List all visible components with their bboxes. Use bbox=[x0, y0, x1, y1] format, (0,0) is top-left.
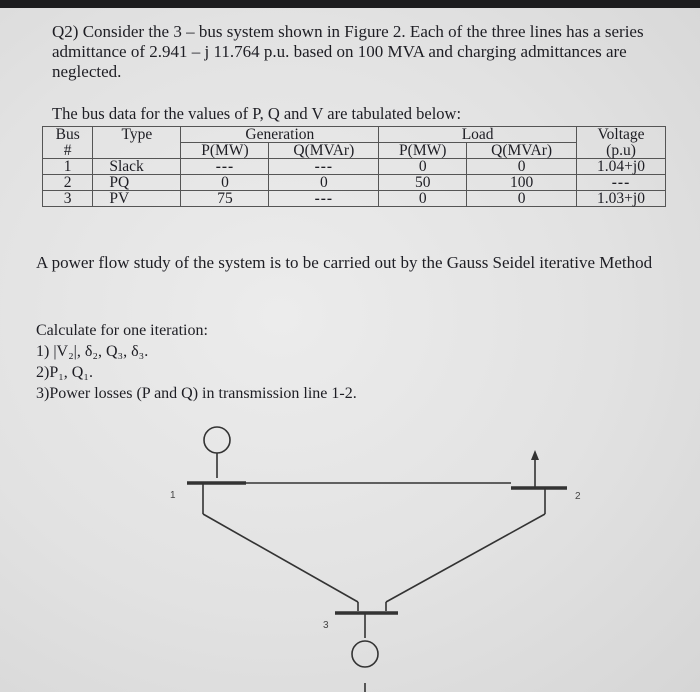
document-page bbox=[0, 8, 700, 692]
calc-item-3: 3)Power losses (P and Q) in transmission line 1-2. bbox=[36, 385, 357, 402]
calc-item-2: 2)P₁, Q₁. bbox=[36, 364, 93, 381]
cell-gen-q: --- bbox=[269, 191, 379, 207]
bus2-label: 2 bbox=[575, 491, 581, 502]
cell-load-p: 0 bbox=[379, 191, 467, 207]
cell-load-q: 0 bbox=[467, 159, 577, 175]
cell-load-p: 0 bbox=[379, 159, 467, 175]
cell-bus: 2 bbox=[43, 175, 93, 191]
gauss-seidel-text: A power flow study of the system is to be carried out by the Gauss Seidel iterative Method bbox=[36, 253, 653, 272]
cell-gen-p: --- bbox=[181, 159, 269, 175]
cell-type: Slack bbox=[93, 159, 181, 175]
question-text: Q2) Consider the 3 – bus system shown in Figure 2. Each of the three lines has a series admittance of 2.941 – j 11.764 p.u. based on 100 MVA and charging admittances are neglected. bbox=[52, 22, 644, 81]
cell-voltage: 1.03+j0 bbox=[577, 191, 666, 207]
generator-bus3-icon bbox=[352, 641, 378, 667]
bus3-label: 3 bbox=[323, 620, 329, 631]
table-intro: The bus data for the values of P, Q and V are tabulated below: bbox=[52, 104, 462, 123]
cell-load-p: 50 bbox=[379, 175, 467, 191]
calc-item-1: 1) |V₂|, δ₂, Q₃, δ₃. bbox=[36, 343, 149, 360]
calc-title: Calculate for one iteration: bbox=[36, 322, 208, 339]
cell-type: PV bbox=[93, 191, 181, 207]
arrow-up-icon bbox=[531, 450, 539, 460]
cell-bus: 3 bbox=[43, 191, 93, 207]
cell-gen-p: 75 bbox=[181, 191, 269, 207]
cell-bus: 1 bbox=[43, 159, 93, 175]
cell-voltage: 1.04+j0 bbox=[577, 159, 666, 175]
three-bus-diagram bbox=[0, 8, 700, 692]
line-1-3 bbox=[203, 514, 358, 602]
line-2-3 bbox=[386, 514, 545, 602]
header-load-q: Q(MVAr) bbox=[467, 143, 577, 159]
cell-load-q: 0 bbox=[467, 191, 577, 207]
cell-load-q: 100 bbox=[467, 175, 577, 191]
header-load: Load bbox=[379, 127, 577, 143]
header-pu: (p.u) bbox=[577, 143, 666, 159]
cell-voltage: --- bbox=[577, 175, 666, 191]
header-voltage: Voltage bbox=[577, 127, 666, 143]
header-load-p: P(MW) bbox=[379, 143, 467, 159]
cell-gen-q: --- bbox=[269, 159, 379, 175]
header-gen-q: Q(MVAr) bbox=[269, 143, 379, 159]
header-gen-p: P(MW) bbox=[181, 143, 269, 159]
header-generation: Generation bbox=[181, 127, 379, 143]
header-bus: Bus bbox=[43, 127, 93, 143]
header-hash: # bbox=[43, 143, 93, 159]
generator-bus1-icon bbox=[204, 427, 230, 453]
bus1-label: 1 bbox=[170, 490, 176, 501]
cell-type: PQ bbox=[93, 175, 181, 191]
cell-gen-q: 0 bbox=[269, 175, 379, 191]
header-type: Type bbox=[93, 127, 181, 143]
cell-gen-p: 0 bbox=[181, 175, 269, 191]
